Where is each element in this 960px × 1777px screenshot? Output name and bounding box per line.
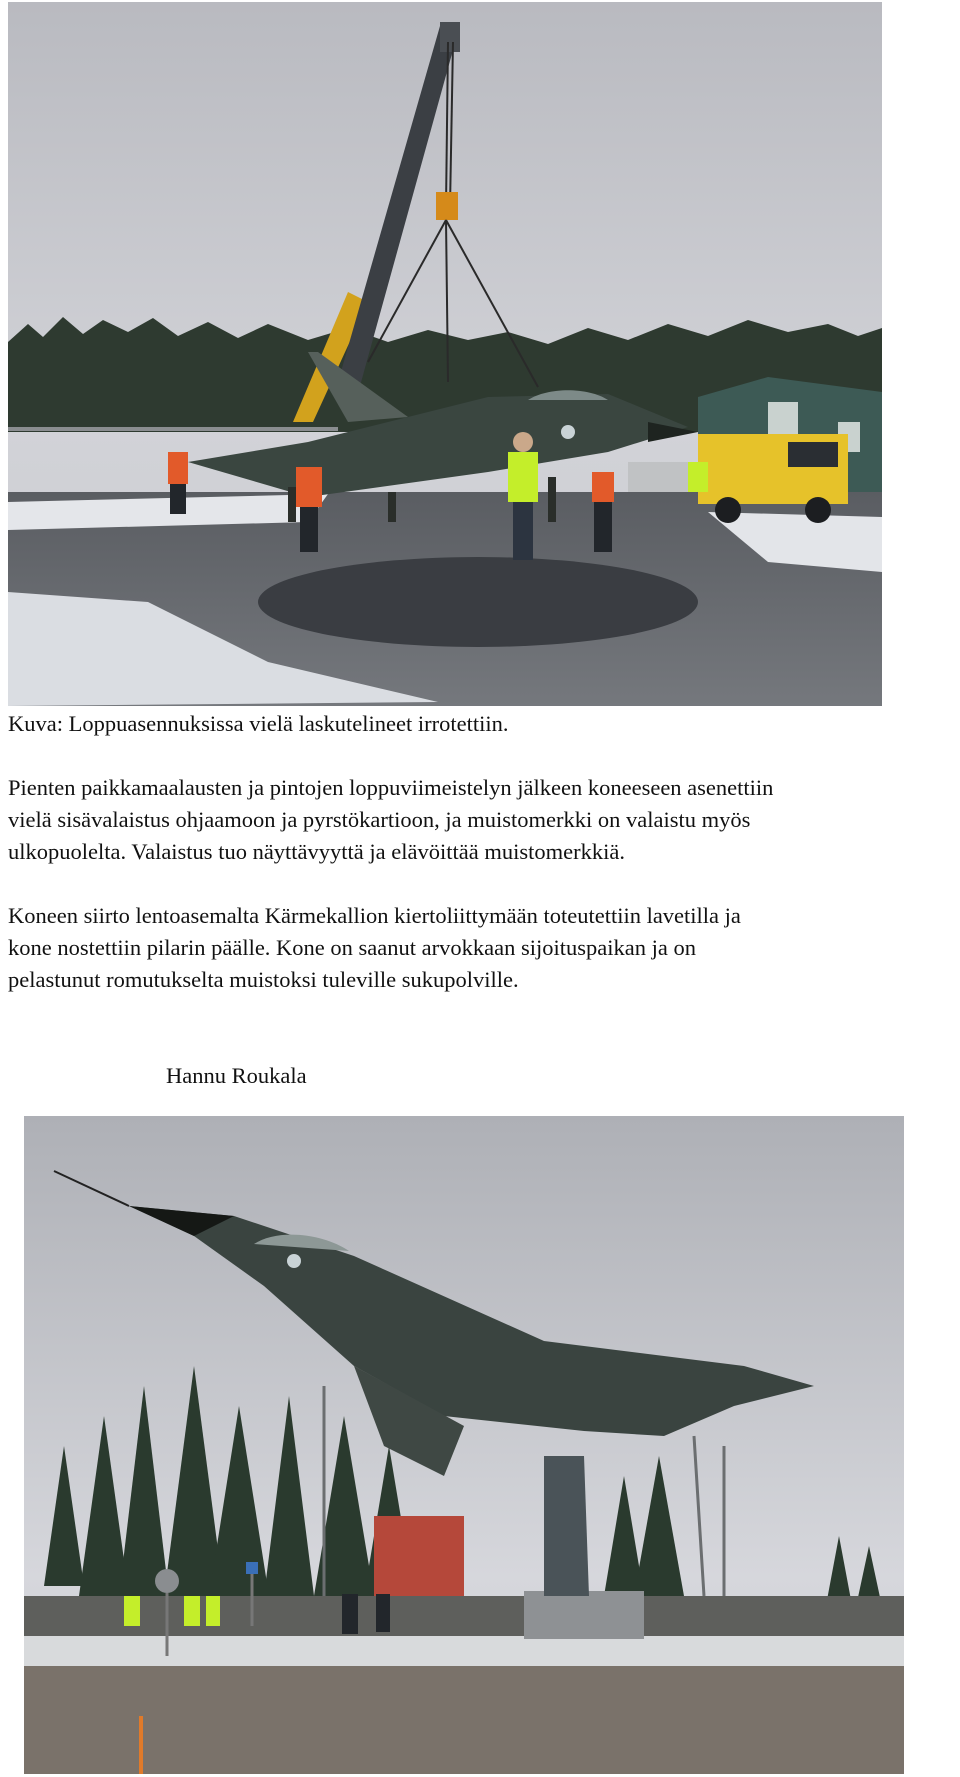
author-name: Hannu Roukala xyxy=(166,1063,307,1088)
crane-lifting-jet-photo xyxy=(8,2,882,706)
jet-monument-on-pillar-photo xyxy=(24,1116,904,1774)
paragraph-line: kone nostettiin pilarin päälle. Kone on saanut arvokkaan sijoituspaikan ja on xyxy=(8,935,696,960)
paragraph-line: Pienten paikkamaalausten ja pintojen loppuviimeistelyn jälkeen koneeseen asenettiin xyxy=(8,775,774,800)
paragraph-lighting xyxy=(8,772,958,868)
photo-caption: Kuva: Loppuasennuksissa vielä laskutelineet irrotettiin. xyxy=(8,711,509,736)
paragraph-line: ulkopuolelta. Valaistus tuo näyttävyyttä ja elävöittää muistomerkkiä. xyxy=(8,839,625,864)
paragraph-line: Koneen siirto lentoasemalta Kärmekallion kiertoliittymään toteutettiin lavetilla ja xyxy=(8,903,741,928)
paragraph-line: pelastunut romutukselta muistoksi tuleville sukupolville. xyxy=(8,967,519,992)
paragraph-transfer xyxy=(8,900,958,996)
paragraph-line: vielä sisävalaistus ohjaamoon ja pyrstökartioon, ja muistomerkki on valaistu myös xyxy=(8,807,751,832)
